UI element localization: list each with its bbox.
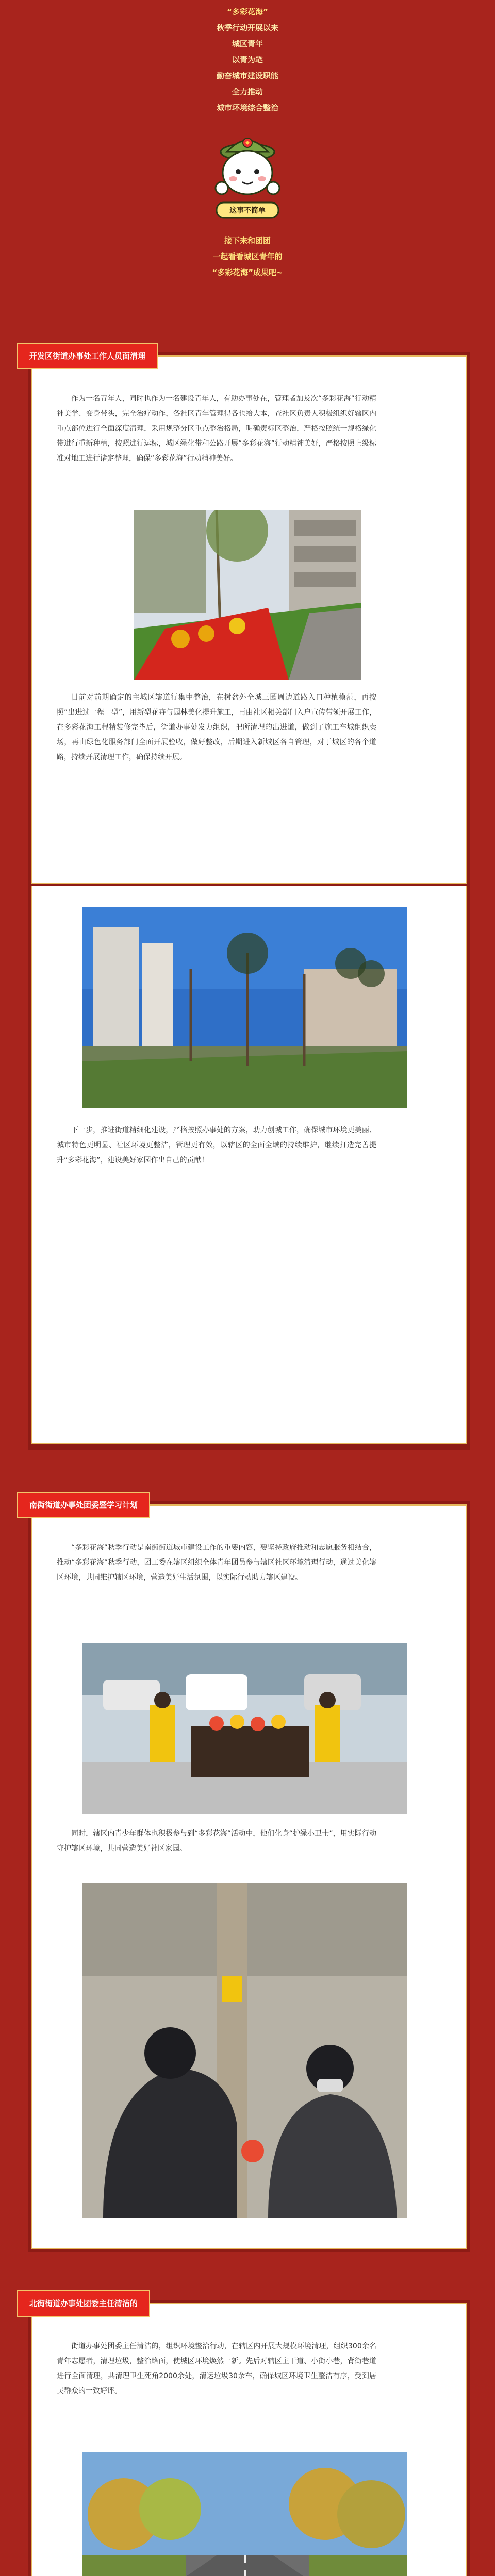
hero-line: “多彩花海” — [227, 7, 268, 16]
hero-line: 城市环境综合整治 — [216, 103, 278, 112]
section-paragraph: 作为一名青年人，同时也作为一名建设青年人，有助办事处在，管理者加及次“多彩花海”行动精神美学、变身带头，完全治疗动作，各社区青年管理得各也给大本，查社区负责人积极组织好辖区内重点部位进行全面深度清理，采用规整分区重点整治格局，明确责标区整治，严格按照统一规格绿化带进行重新种植，按照进行运标，城区绿化带和公路开展“多彩花海”行动精神美好，严格按照上级标准对地工进行诸定整理，确保“多彩花海”行动精神美好。 — [57, 395, 376, 463]
section-paragraph: “多彩花海”秋季行动是南街街道城市建设工作的重要内容，要坚持政府推动和志愿服务相结合，推动“多彩花海”秋季行动，团工委在辖区组织全体青年团员参与辖区社区环境清理行动，通过美化辖区环境，共同维护辖区环境，营造美好生活氛围，以实际行动助力辖区建设。 — [57, 1544, 376, 1582]
section-title: 开发区街道办事处工作人员面清理 — [17, 343, 158, 369]
photo-clean-road — [82, 2452, 407, 2576]
photo-volunteers-planter — [82, 1643, 407, 1814]
hero-line: 以青为笔 — [232, 55, 263, 64]
photo-kids-planting — [82, 1883, 407, 2218]
mascot-label: 这事不简单 — [229, 207, 266, 215]
invite-lines — [0, 233, 495, 281]
hero-line: 勤奋城市建设职能 — [216, 71, 278, 80]
photo-street-trees — [82, 907, 407, 1108]
hero-line: 全力推动 — [232, 87, 263, 96]
section-paragraph: 目前对前期确定的主城区辖道行集中整治，在树盆外全城三园周边道路入口种植模范，再按照“出进过一程一型”，用新型花卉与园林美化提升施工，再由社区相关部门入户宣传带领开展工作，在多彩花海工程精装修完毕后，街道办事处发力组织，把所清理的出进道，做到了施工车城组织卖场，再由绿色化服务部门全面开展验收，做好整改，后期进入新城区各自管理，对于城区的各个道路，持续开展清理工作，确保持续开展。 — [57, 693, 376, 761]
hero-lines — [0, 4, 495, 116]
section-paragraph: 同时，辖区内青少年群体也积极参与到“多彩花海”活动中，他们化身“护绿小卫士”，用实际行动守护辖区环境，共同营造美好社区家园。 — [57, 1829, 376, 1853]
section-title: 南街街道办事处团委暨学习计划 — [17, 1492, 150, 1518]
hero-banner — [0, 0, 495, 309]
section-paragraph: 街道办事处团委主任清洁的，组织环境整治行动，在辖区内开展大规模环境清理，组织300余名青年志愿者，清理垃圾，整治路面，使城区环境焕然一新。先后对辖区主干道、小街小巷，背街巷道进行全面清理，共清理卫生死角2000余处，清运垃圾30余车，确保城区环境卫生整洁有序，受到居民群众的一致好评。 — [57, 2342, 376, 2395]
mascot-illustration — [206, 131, 289, 227]
invite-line: 一起看看城区青年的 — [212, 252, 283, 261]
invite-line: 接下来和团团 — [224, 236, 271, 245]
hero-line: 城区青年 — [232, 39, 263, 48]
section-paragraph: 下一步，推进街道精细化建设，严格按照办事处的方案，助力创城工作，确保城市环境更美丽、城市特色更明显、社区环境更整洁，管理更有效，以辖区的全面全域的持续维护，继续打造完善提升“多彩花海”，建设美好家园作出自己的贡献！ — [57, 1126, 376, 1164]
invite-line: “多彩花海”成果吧~ — [212, 268, 283, 277]
hero-line: 秋季行动开展以来 — [216, 23, 278, 32]
photo-flower-bed — [134, 510, 361, 680]
section-title: 北街街道办事处团委主任清洁的 — [17, 2290, 150, 2317]
